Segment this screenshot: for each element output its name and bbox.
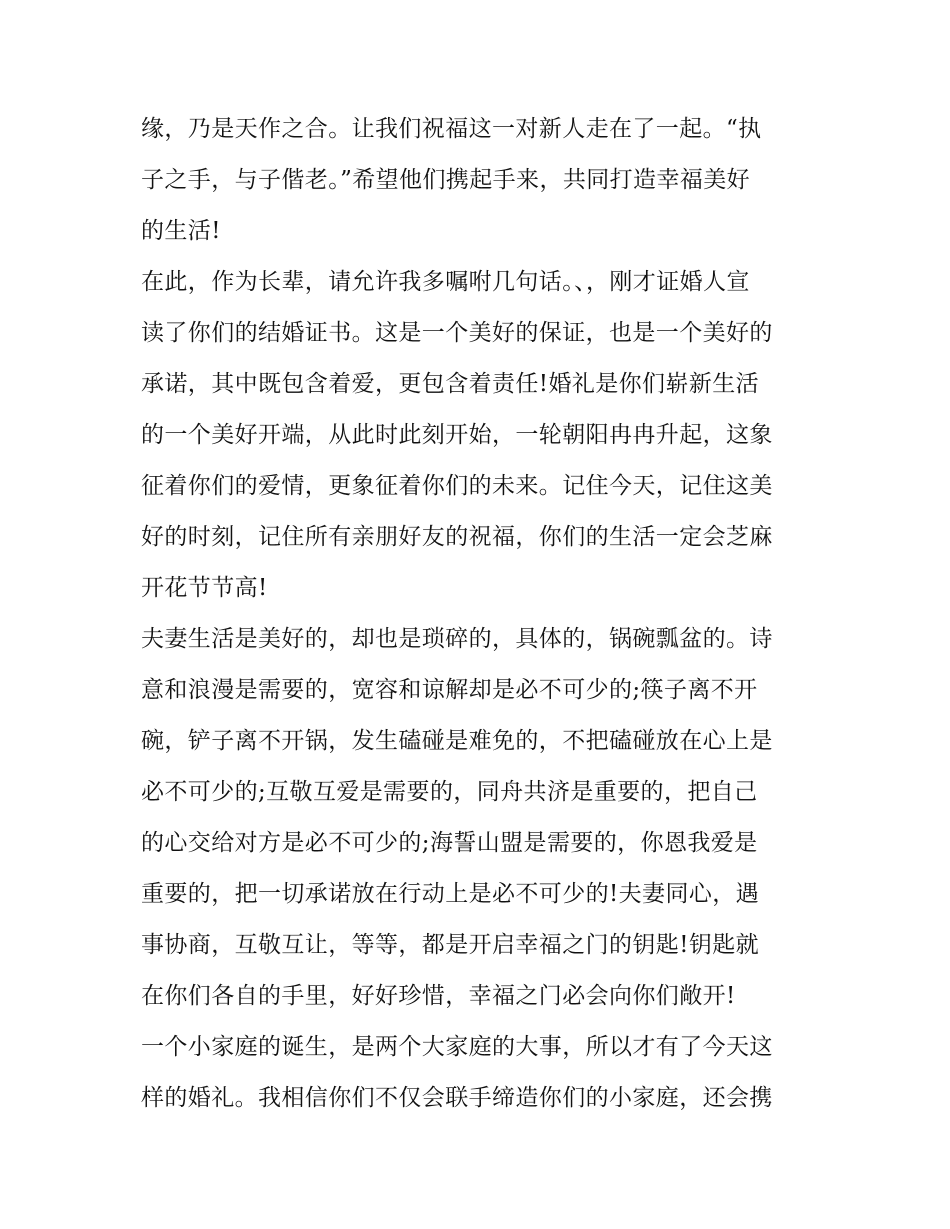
paragraph-3: 夫妻生活是美好的，却也是琐碎的，具体的，锅碗瓢盆的。诗 意和浪漫是需要的，宽容和谅解却是必不可少的;筷子离不开 碗，铲子离不开锅，发生磕碰是难免的，不把磕碰放在心上是 必不可少的;互敬互爱是需要的，同舟共济是重要的，把自己 的心交给对方是必不可少的;海誓山盟是需要的，你恩我爱是 重要的，把一切承诺放在行动上是必不可少的!夫妻同心，遇 事协商，互敬互让，等等，都是开启幸福之门的钥匙!钥匙就 在你们各自的手里，好好珍惜，幸福之门必会向你们敞开! bbox=[141, 626, 773, 1009]
document-body bbox=[141, 104, 813, 1124]
paragraph-1: 缘，乃是天作之合。让我们祝福这一对新人走在了一起。“执 子之手，与子偕老。”希望他们携起手来，共同打造幸福美好 的生活! bbox=[141, 116, 762, 244]
paragraph-4: 一个小家庭的诞生，是两个大家庭的大事，所以才有了今天这 样的婚礼。我相信你们不仅会联手缔造你们的小家庭，还会携 bbox=[141, 1034, 773, 1111]
paragraph-2: 在此，作为长辈，请允许我多嘱咐几句话。、，刚才证婚人宣 读了你们的结婚证书。这是一个美好的保证，也是一个美好的 承诺，其中既包含着爱，更包含着责任!婚礼是你们崭新生活 的一个美好开端，从此时此刻开始，一轮朝阳冉冉升起，这象 征着你们的爱情，更象征着你们的未来。记住今天，记住这美 好的时刻，记住所有亲朋好友的祝福，你们的生活一定会芝麻 开花节节高! bbox=[141, 269, 773, 601]
